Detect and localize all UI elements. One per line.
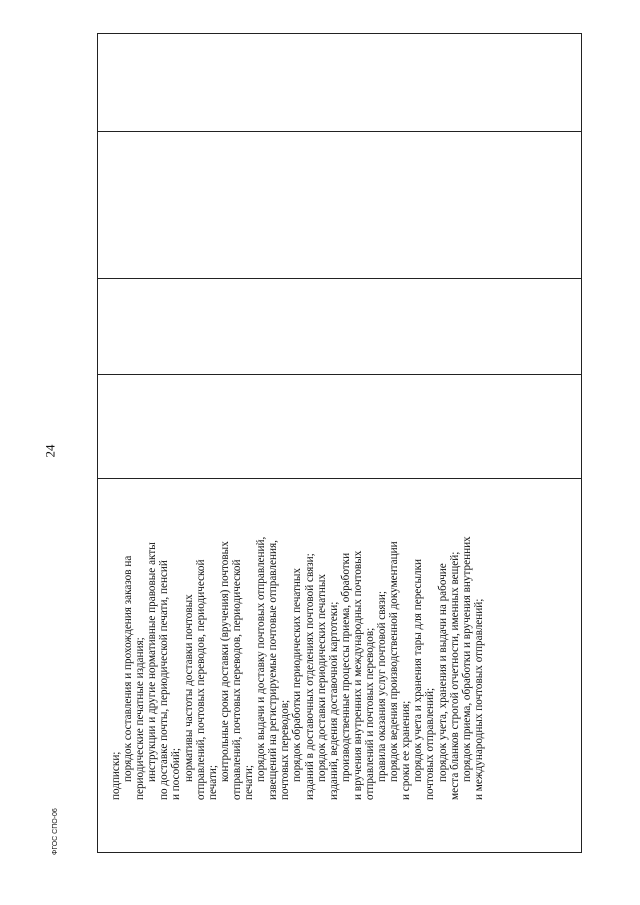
footer-code: ФГОС СПО-06 <box>52 808 59 855</box>
text-line: и международных почтовых отправлений; <box>472 598 485 800</box>
text-line: и сроки ее хранения; <box>400 700 413 800</box>
text-line: производственные процессы приема, обработки <box>339 552 352 782</box>
page-number: 24 <box>42 444 58 458</box>
text-line: по доставке почты, периодической печати, пенсий <box>158 560 171 800</box>
text-line: порядок учета, хранения и выдачи на рабочие <box>436 563 449 782</box>
text-line: порядок ведения производственной документации <box>388 541 401 782</box>
text-line: почтовых переводов; <box>279 699 292 800</box>
text-line: порядок составления и прохождения заказов на <box>122 555 135 782</box>
table-row-divider <box>98 278 581 279</box>
text-line: инструкции и другие нормативные правовые акты <box>146 542 159 782</box>
text-line: изданий в доставочных отделениях почтовой связи; <box>303 553 316 800</box>
text-line: и пособий; <box>170 748 183 800</box>
text-line: почтовых отправлений; <box>424 687 437 800</box>
text-line: извещений на регистрируемые почтовые отправления, <box>267 540 280 800</box>
text-line: порядок выдачи и доставку почтовых отправлений, <box>255 536 268 782</box>
text-line: порядок учета и хранения тары для пересылки <box>412 558 425 782</box>
text-line: изданий, ведения доставочной картотеки; <box>327 601 340 800</box>
text-line: и вручения внутренних и международных почтовых <box>351 550 364 800</box>
text-line: контрольные сроки доставки (вручения) почтовых <box>218 541 231 782</box>
text-line: правила оказания услуг почтовой связи; <box>376 590 389 782</box>
table-row-divider <box>98 131 581 132</box>
text-line: подписки; <box>110 751 122 800</box>
text-line: порядок обработки периодических печатных <box>291 567 304 782</box>
text-line: места бланков строгой отчетности, именных вещей; <box>448 551 461 800</box>
text-line: нормативы частоты доставки почтовых <box>182 594 195 782</box>
text-line: отправлений и почтовых переводов; <box>363 627 376 800</box>
text-line: периодические печатные издания; <box>134 637 147 800</box>
text-line: отправлений, почтовых переводов, периодической <box>230 559 243 800</box>
text-line: порядок доставки периодических печатных <box>315 574 328 782</box>
text-line: порядок приема, обработки и вручения внутренних <box>460 536 473 782</box>
text-line: отправлений, почтовых переводов, периодической <box>194 559 207 800</box>
text-line: печати; <box>206 765 219 800</box>
table-cell-content <box>110 360 485 800</box>
text-line: печати; <box>243 765 256 800</box>
